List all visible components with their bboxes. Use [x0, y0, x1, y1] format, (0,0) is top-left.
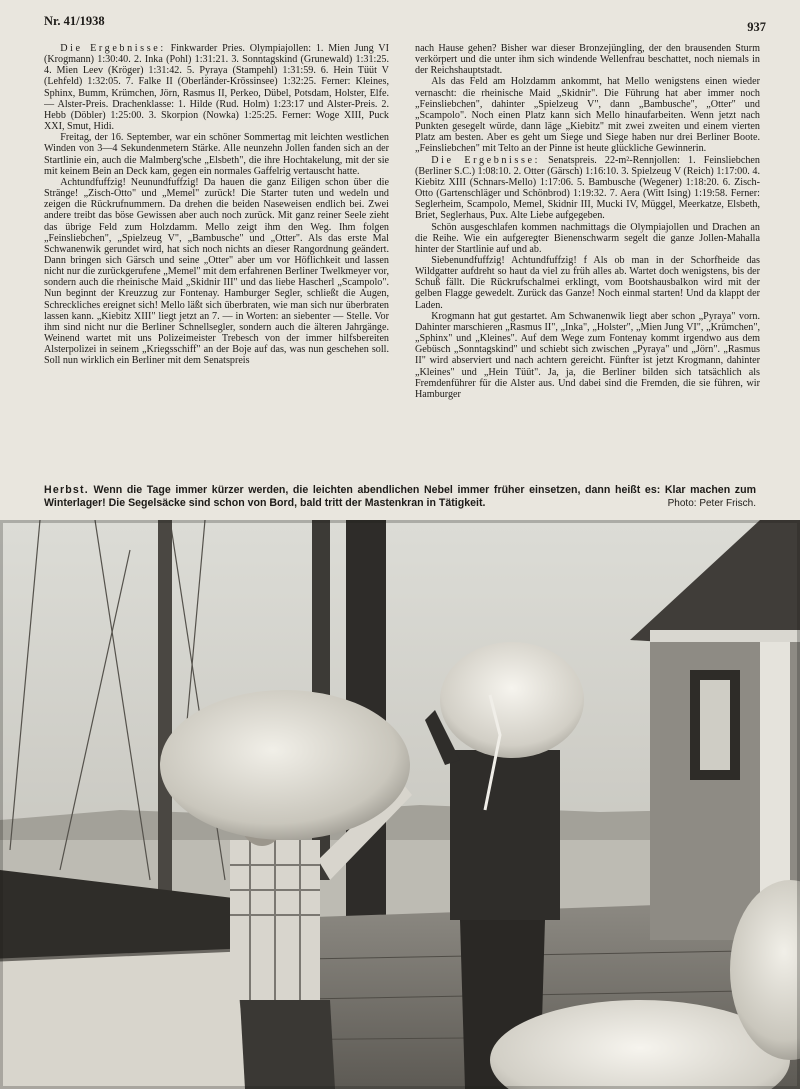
sail-bag-small: [440, 642, 584, 758]
window-pane: [700, 680, 730, 770]
caption-lead: Herbst.: [44, 484, 89, 496]
article-paragraph: Siebenundfuffzig! Achtundfuffzig! f Als ob man in der Schorfheide das Wildgatter aufdreht so haut da viel zu früh alles ab. Wartet doch wenigstens, bis der Schuß fällt. Die Rückrufschalmei erklingt, vom Bootshausbalkon wird mit der gelben Flagge gewedelt. Zurück das Ganze! Noch einmal starten! Und da klappt der Laden.: [415, 254, 760, 311]
results-heading: Die Ergebnisse:: [431, 154, 541, 166]
caption-text: Wenn die Tage immer kürzer werden, die leichten abendlichen Nebel immer früher einsetzen, dann heißt es: Klar machen zum Winterlager! Die Segelsäcke sind schon von Bord, bald tritt der Mastenkran in Tätigkeit.: [44, 484, 756, 509]
article-paragraph: Freitag, der 16. September, war ein schöner Sommertag mit leichten westlichen Winden von 3—4 Sekundenmetern Stärke. Alle neunzehn Jollen fanden sich an der Startlinie ein, auch die Malmberg'sche „Elsbeth", die ihre Hochtakelung, mit der sie mit keinem Bein an Deck kam, gegen ein normales Gaffelrig vertauscht hatte.: [44, 132, 389, 177]
boat-deck: [0, 950, 250, 1089]
photo-caption: [44, 484, 756, 518]
article-column-right: [415, 43, 760, 473]
results-heading: Die Ergebnisse:: [60, 43, 166, 54]
photo-credit: Photo: Peter Frisch.: [667, 498, 756, 509]
trousers: [240, 1000, 335, 1089]
article-paragraph: Achtundfuffzig! Neunundfuffzig! Da hauen die ganz Eiligen schon über die Stränge! „Zisch-Otto" und „Memel" zurück! Die Starter tuten und wedeln und zeigen die Rückrufnummern. Da drehen die beiden Naseweisen endlich bei. Zwei andere treibt das böse Gewissen aber auch noch zurück. Mit ganz reiner Seele zieht das übrige Feld zum Holzdamm. Mello zeigt ihm den Weg. Ihm folgen „Feinsliebchen", „Spielzeug V", „Bambusche" und „Otter". Als das erste Mal Schwanenwik gerundet wird, hat sich noch nichts an dieser Rangordnung geändert. Dann bringen sich Gärsch und seine „Otter" aber um vor Höflichkeit und lassen nicht nur die zurückgerufene „Memel" mit dem erfahrenen Berliner Twelkmeyer vor, sondern auch die rheinische Maid „Skidnir III" und das liebe Hascherl „Scampolo". Nun beginnt der Kreuzzug zur Fontenay. Hamburger Segler, schließt die Augen, Schreckliches ereignet sich! Mello läßt sich überbraten, wie man sich nur überbraten lassen kann. „Kiebitz XIII" liegt jetzt an 7. — in Worten: an siebenter — Stelle. Vor ihm sind nicht nur die Berliner Schnellsegler, sondern auch die älteren Jahrgänge. Weinend wartet mit uns Polizeimeister Trebesch von der immer hilfsbereiten Alsterpolizei in seinem „Kriegsschiff" an der Boje auf das, was nun geschehen soll. Soll nun wirklich ein Berliner mit dem Senatspreis: [44, 176, 389, 367]
page-number: 937: [747, 20, 766, 34]
dock-scene-illustration: [0, 520, 800, 1089]
article-paragraph: nach Hause gehen? Bisher war dieser Bronzejüngling, der den brausenden Sturm verkörpert und die unter ihm sich windende Wellenfrau beschattet, noch niemals in der Reichshauptstadt.: [415, 43, 760, 77]
article-paragraph: Krogmann hat gut gestartet. Am Schwanenwik liegt aber schon „Pyraya" vorn. Dahinter marschieren „Rasmus II", „Inka", „Holster", „Mien Jung VI", „Krümchen", „Sphinx" und „Kleines". Auf dem Wege zum Fontenay kommt irgendwo aus dem Gebüsch „Sonntagskind" und schiebt sich zwischen „Pyraya" und „Jörn". „Rasmus II" wird abserviert und nach achtern gereicht. Fünfter ist jetzt Krogmann, dahinter „Kleines" und „Hein Tüüt". Ja, ja, die Berliner bilden sich tatsächlich als Fremdenführer für die Alster aus. Und dabei sind die Fremden, die sie führen, wir Hamburger: [415, 310, 760, 400]
article-column-left: [44, 43, 389, 473]
article-body: [44, 43, 760, 473]
issue-number: Nr. 41/1938: [44, 14, 105, 28]
article-paragraph: Die Ergebnisse: Finkwarder Pries. Olympiajollen: 1. Mien Jung VI (Krogmann) 1:30:40. 2. Inka (Pohl) 1:31:21. 3. Sonntagskind (Grunewald) 1:31:25. 4. Mien Leev (Kröger) 1:31:42. 5. Pyraya (Stampehl) 1:31:59. 6. Hein Tüüt V (Lehfeld) 1:32:05. 7. Falke II (Oberländer-Krössinsee) 1:32:25. Ferner: Kleines, Sphinx, Bumm, Krümchen, Jörn, Rasmus II, Perkeo, Dübel, Potsdam, Holster, Elfe. — Alster-Preis. Drachenklasse: 1. Hilde (Rud. Holm) 1:23:17 und Alster-Preis. 2. Hebb (Döbler) 1:25:00. 3. Skorpion (Nowka) 1:25:25. Ferner: Woge XIII, Puck XXI, Smut, Hidi.: [44, 43, 389, 133]
harbor-photo: [0, 520, 800, 1089]
sail-bag-large: [160, 690, 410, 840]
boathouse-eave: [650, 630, 800, 642]
page-header: [44, 14, 766, 34]
article-paragraph: Schön ausgeschlafen kommen nachmittags die Olympiajollen und Drachen an die Reihe. Wie ein aufgeregter Bienenschwarm segelt die ganze Jollen-Mahalla hinter der Startlinie auf und ab.: [415, 221, 760, 255]
article-paragraph: Als das Feld am Holzdamm ankommt, hat Mello wenigstens einen wieder vernascht: die rheinische Maid „Skidnir". Die Führung hat aber immer noch „Feinsliebchen", dahinter „Spielzeug V", dann „Bambusche", „Otter" und „Scampolo". Noch einen Platz kann sich Mello hinaufarbeiten. Wenn jetzt nach Punkten gesegelt würde, dann läge „Kiebitz" mit zwei zweiten und einem vierten Platz am besten. Aber es geht um Siege und Siege haben nur drei Berliner Boote. „Feinsliebchen" mit Telto an der Pinne ist heute glückliche Gewinnerin.: [415, 76, 760, 155]
mast: [158, 520, 172, 940]
article-paragraph: Die Ergebnisse: Senatspreis. 22-m²-Rennjollen: 1. Feinsliebchen (Berliner S.C.) 1:08:10. 2. Otter (Gärsch) 1:16:10. 3. Spielzeug V (Reich) 1:17:00. 4. Kiebitz XIII (Schnars-Mello) 1:17:06. 5. Bambusche (Wegener) 1:18:20. 6. Zisch-Otto (Gartenschläger und Schönbrod) 1:19:32. 7. Aera (Witt Ising) 1:19:58. Ferner: Seglerheim, Scampolo, Memel, Skidnir III, Mucki IV, Müggel, Meerkatze, Elsbeth, Briet, Seglerhaus, Pux. Alte Liebe aufgegeben.: [415, 154, 760, 222]
dark-jacket: [450, 750, 560, 920]
